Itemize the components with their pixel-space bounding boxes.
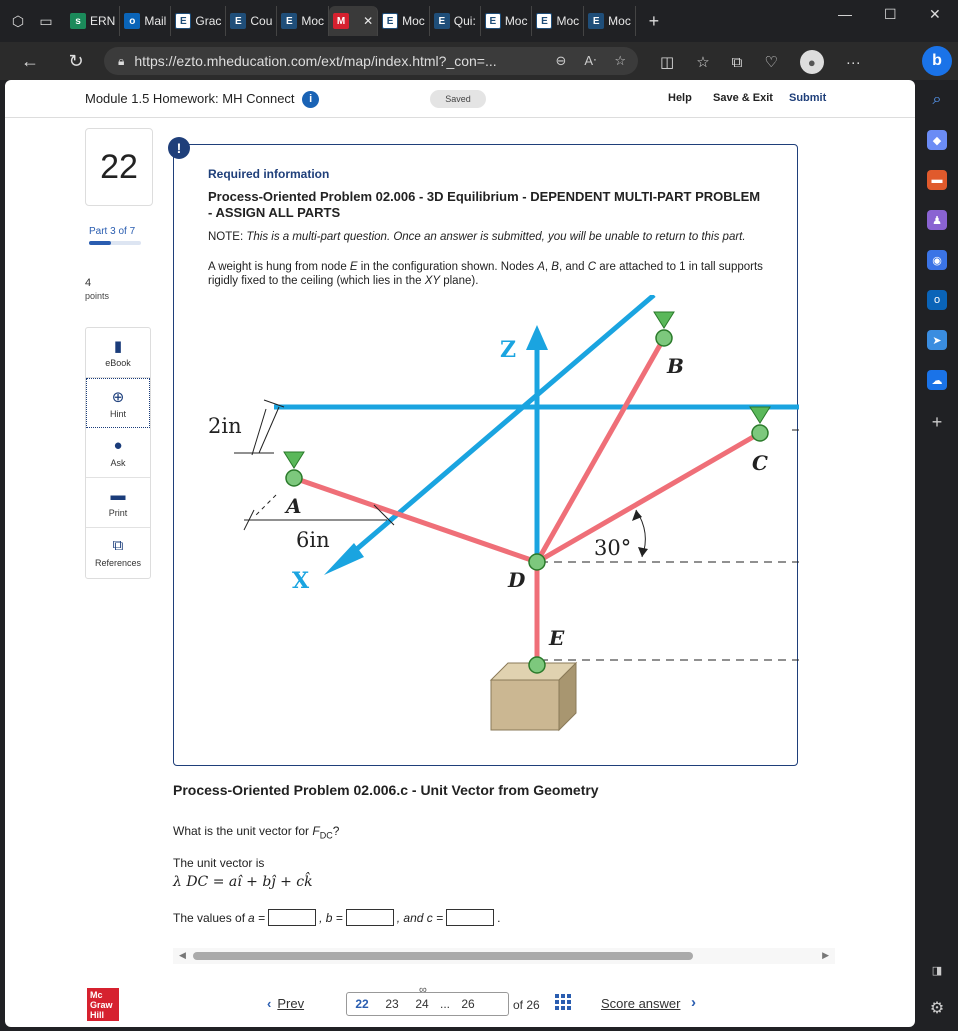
- tab-favicon-icon: E: [536, 13, 552, 29]
- more-icon[interactable]: ···: [845, 53, 861, 71]
- maximize-icon[interactable]: ☐: [884, 6, 897, 22]
- copy-icon: ⧉: [112, 537, 124, 554]
- tools-briefcase-icon[interactable]: ▬: [927, 170, 947, 190]
- page-button[interactable]: 24: [415, 997, 429, 1011]
- desc-node: A: [537, 261, 545, 273]
- browser-tab[interactable]: [481, 6, 533, 36]
- lock-icon: 🔒︎: [118, 53, 125, 68]
- hint-label: Hint: [109, 409, 126, 419]
- part-progress-bar: [89, 241, 141, 245]
- tab-label: Cou: [250, 14, 273, 28]
- weight-box-front: [491, 680, 559, 730]
- print-label: Print: [108, 508, 128, 518]
- minimize-icon[interactable]: —: [838, 6, 852, 22]
- onedrive-icon[interactable]: ☁: [927, 370, 947, 390]
- c-input[interactable]: [446, 909, 494, 926]
- desc-node: E: [349, 261, 358, 273]
- prev-label: Prev: [277, 996, 305, 1011]
- node-a: [286, 470, 302, 486]
- label-z: Z: [500, 337, 517, 363]
- send-icon[interactable]: ➤: [927, 330, 947, 350]
- url-text: https://ezto.mheducation.com/ext/map/index.html?_con=...: [134, 53, 497, 69]
- part-progress-fill: [89, 241, 111, 245]
- tab-favicon-icon: E: [382, 13, 398, 29]
- tab-favicon-icon: E: [485, 13, 501, 29]
- tab-favicon-icon: E: [434, 13, 450, 29]
- ebook-button[interactable]: [86, 328, 150, 378]
- prev-button[interactable]: [267, 996, 304, 1011]
- tab-label: Moc: [608, 14, 631, 28]
- prompt-sub: DC: [319, 830, 333, 841]
- tab-favicon-icon: M: [333, 13, 349, 29]
- tab-label: Moc: [556, 14, 580, 28]
- page-total: of 26: [513, 998, 540, 1012]
- note-prefix: NOTE:: [208, 231, 247, 243]
- print-button[interactable]: [86, 478, 150, 528]
- question-title: Process-Oriented Problem 02.006.c - Unit Vector from Geometry: [173, 782, 599, 798]
- favorite-star-icon[interactable]: ☆: [614, 53, 626, 68]
- back-icon[interactable]: ←: [21, 50, 39, 71]
- node-c: [752, 425, 768, 441]
- references-label: References: [94, 558, 142, 568]
- angle-arrow: [632, 510, 642, 521]
- scroll-left-icon[interactable]: ◀: [179, 950, 186, 960]
- support-b: [654, 312, 674, 328]
- help-button[interactable]: Help: [668, 92, 692, 104]
- copilot-icon[interactable]: b: [922, 46, 952, 76]
- favorites-icon[interactable]: ☆: [696, 54, 710, 71]
- label-x: X: [292, 568, 310, 594]
- outlook-icon[interactable]: o: [927, 290, 947, 310]
- support-c: [750, 407, 770, 423]
- save-exit-button[interactable]: Save & Exit: [713, 92, 773, 104]
- desc-node: B: [551, 261, 559, 273]
- tab-label: Qui:: [453, 14, 476, 28]
- ebook-label: eBook: [105, 358, 131, 368]
- desc-plane: XY: [424, 275, 441, 287]
- shopping-tag-icon[interactable]: ◆: [927, 130, 947, 150]
- tab-label: Moc: [402, 14, 425, 28]
- tab-label: Moc: [301, 14, 325, 28]
- problem-title: Process-Oriented Problem 02.006 - 3D Equilibrium - DEPENDENT MULTI-PART PROBLEM - ASSIGN ALL PARTS: [208, 189, 761, 220]
- c-label: , and c =: [396, 910, 444, 925]
- values-row: [173, 909, 500, 926]
- desc-part: are attached to 1 in tall supports rigidly fixed to the ceiling (which lies in the: [208, 261, 763, 287]
- browser-tab[interactable]: [329, 6, 378, 36]
- question-prompt: [173, 824, 339, 840]
- grid-view-icon[interactable]: [555, 994, 571, 1010]
- collections-icon[interactable]: ⧉: [731, 53, 743, 71]
- scrollbar-thumb[interactable]: [193, 952, 693, 960]
- assignment-header: [5, 80, 915, 118]
- module-title: [85, 91, 319, 108]
- address-bar: [0, 42, 958, 80]
- info-icon[interactable]: i: [302, 91, 319, 108]
- label-b: B: [667, 354, 684, 378]
- refresh-icon[interactable]: ↻: [68, 50, 84, 71]
- node-b: [656, 330, 672, 346]
- tab-favicon-icon: E: [588, 13, 604, 29]
- settings-gear-icon[interactable]: ⚙: [929, 1000, 945, 1017]
- submit-button[interactable]: Submit: [789, 92, 827, 104]
- close-window-icon[interactable]: ✕: [929, 6, 941, 22]
- copilot-side-icon[interactable]: ◉: [927, 250, 947, 270]
- chat-icon: ●: [113, 437, 123, 454]
- label-6in: 6in: [296, 528, 330, 552]
- references-button[interactable]: [86, 528, 150, 578]
- b-label: , b =: [319, 910, 343, 925]
- support-a: [284, 452, 304, 468]
- alert-icon: !: [168, 137, 190, 159]
- browser-tab[interactable]: [378, 6, 430, 36]
- add-sidebar-icon[interactable]: +: [931, 411, 943, 432]
- mcgraw-hill-logo: Mc Graw Hill: [87, 988, 119, 1021]
- node-e: [529, 657, 545, 673]
- member-dc: [537, 433, 760, 562]
- book-icon: ▮: [113, 338, 123, 355]
- tab-label: ERN: [90, 14, 116, 28]
- browser-tab[interactable]: [171, 6, 226, 36]
- required-info-heading: Required information: [208, 167, 330, 181]
- part-indicator: Part 3 of 7: [89, 226, 136, 237]
- browser-tab[interactable]: [532, 6, 584, 36]
- tab-favicon-icon: E: [175, 13, 191, 29]
- desc-part: A weight is hung from node: [208, 261, 350, 273]
- tab-label: Grac: [195, 14, 222, 28]
- browser-tab[interactable]: [584, 6, 636, 36]
- new-tab-icon[interactable]: +: [648, 10, 660, 31]
- split-screen-icon[interactable]: ◫: [660, 54, 675, 71]
- browser-tab[interactable]: [66, 6, 120, 36]
- angle-arrow: [638, 547, 648, 557]
- lifebuoy-icon: ⊕: [111, 389, 125, 406]
- values-prefix: The values of: [173, 910, 246, 925]
- desc-part: ,: [544, 261, 552, 273]
- note-body: This is a multi-part question. Once an answer is submitted, you will be unable to return to this part.: [246, 231, 746, 243]
- prompt-force: F: [312, 824, 320, 838]
- desc-part: , and: [558, 261, 588, 273]
- close-tab-icon[interactable]: ✕: [363, 14, 374, 28]
- prompt-text: What is the unit vector for: [173, 824, 313, 838]
- points-value: 4: [85, 277, 92, 289]
- note-text: [208, 230, 768, 244]
- b-input[interactable]: [346, 909, 394, 926]
- zoom-icon[interactable]: ⊖: [555, 53, 567, 68]
- tab-actions-icon[interactable]: ▭: [39, 12, 53, 29]
- question-number: 22: [85, 128, 153, 206]
- desc-part: in the configuration shown. Nodes: [357, 261, 538, 273]
- tab-favicon-icon: o: [124, 13, 140, 29]
- sidebar-toggle-icon[interactable]: ◨: [931, 964, 943, 977]
- label-2in: 2in: [208, 414, 242, 438]
- browser-tab[interactable]: [226, 6, 277, 36]
- page-button[interactable]: 23: [385, 997, 399, 1011]
- label-a: A: [286, 494, 302, 518]
- desc-node: C: [587, 261, 597, 273]
- page-ellipsis: ...: [439, 997, 450, 1011]
- tab-label: Mail: [144, 14, 167, 28]
- workspaces-icon[interactable]: ⬡: [11, 12, 25, 29]
- printer-icon: ▬: [110, 487, 126, 504]
- chevron-right-icon[interactable]: ›: [691, 994, 696, 1011]
- ask-button[interactable]: [86, 428, 150, 478]
- browser-tab[interactable]: [120, 6, 171, 36]
- module-title-text: Module 1.5 Homework: MH Connect: [85, 91, 295, 106]
- problem-description: [208, 260, 768, 288]
- health-icon[interactable]: ♡: [764, 54, 778, 71]
- dim-line: [259, 407, 279, 453]
- score-answer-button[interactable]: Score answer: [601, 996, 681, 1011]
- tab-favicon-icon: E: [281, 13, 297, 29]
- profile-avatar[interactable]: ●: [800, 50, 824, 74]
- browser-tab[interactable]: [430, 6, 481, 36]
- z-axis-arrow: [526, 325, 548, 350]
- a-input[interactable]: [268, 909, 316, 926]
- edge-sidebar: [916, 80, 958, 1031]
- link-icon: ∞: [419, 984, 427, 996]
- horizontal-scrollbar[interactable]: [173, 948, 835, 964]
- read-aloud-icon[interactable]: Aᐧ: [584, 53, 597, 68]
- hint-button[interactable]: [86, 378, 150, 428]
- label-c: C: [752, 451, 768, 475]
- label-e: E: [549, 626, 565, 650]
- values-end: .: [497, 910, 501, 925]
- prompt-end: ?: [332, 824, 340, 838]
- page-button[interactable]: 22: [355, 997, 369, 1011]
- label-d: D: [508, 568, 526, 592]
- label-angle: 30°: [594, 536, 632, 560]
- page-button[interactable]: 26: [461, 997, 475, 1011]
- url-field[interactable]: [104, 47, 638, 75]
- games-icon[interactable]: ♟: [927, 210, 947, 230]
- points-label: points: [85, 291, 110, 301]
- required-info-box: [173, 144, 798, 766]
- desc-part: plane).: [440, 275, 479, 287]
- assignment-page: [5, 80, 915, 1027]
- search-icon[interactable]: ⌕: [932, 91, 942, 108]
- dim-line: [256, 495, 276, 515]
- dim-line: [252, 409, 266, 455]
- tab-favicon-icon: s: [70, 13, 86, 29]
- tab-label: Moc: [504, 14, 528, 28]
- problem-figure: [204, 295, 799, 750]
- saved-badge: Saved: [430, 90, 486, 108]
- page-selector: [346, 992, 509, 1016]
- browser-tab[interactable]: [277, 6, 329, 36]
- tools-panel: [85, 327, 151, 579]
- unit-vector-label: The unit vector is: [173, 856, 265, 870]
- tab-favicon-icon: E: [230, 13, 246, 29]
- ask-label: Ask: [110, 458, 126, 468]
- browser-tab-bar: [0, 0, 958, 42]
- member-db: [537, 338, 664, 562]
- a-label: a =: [248, 910, 266, 925]
- node-d: [529, 554, 545, 570]
- scroll-right-icon[interactable]: ▶: [822, 950, 829, 960]
- chevron-left-icon: ‹: [267, 996, 272, 1011]
- unit-vector-equation: λ DC = aî + bĵ + ck̂: [173, 874, 313, 890]
